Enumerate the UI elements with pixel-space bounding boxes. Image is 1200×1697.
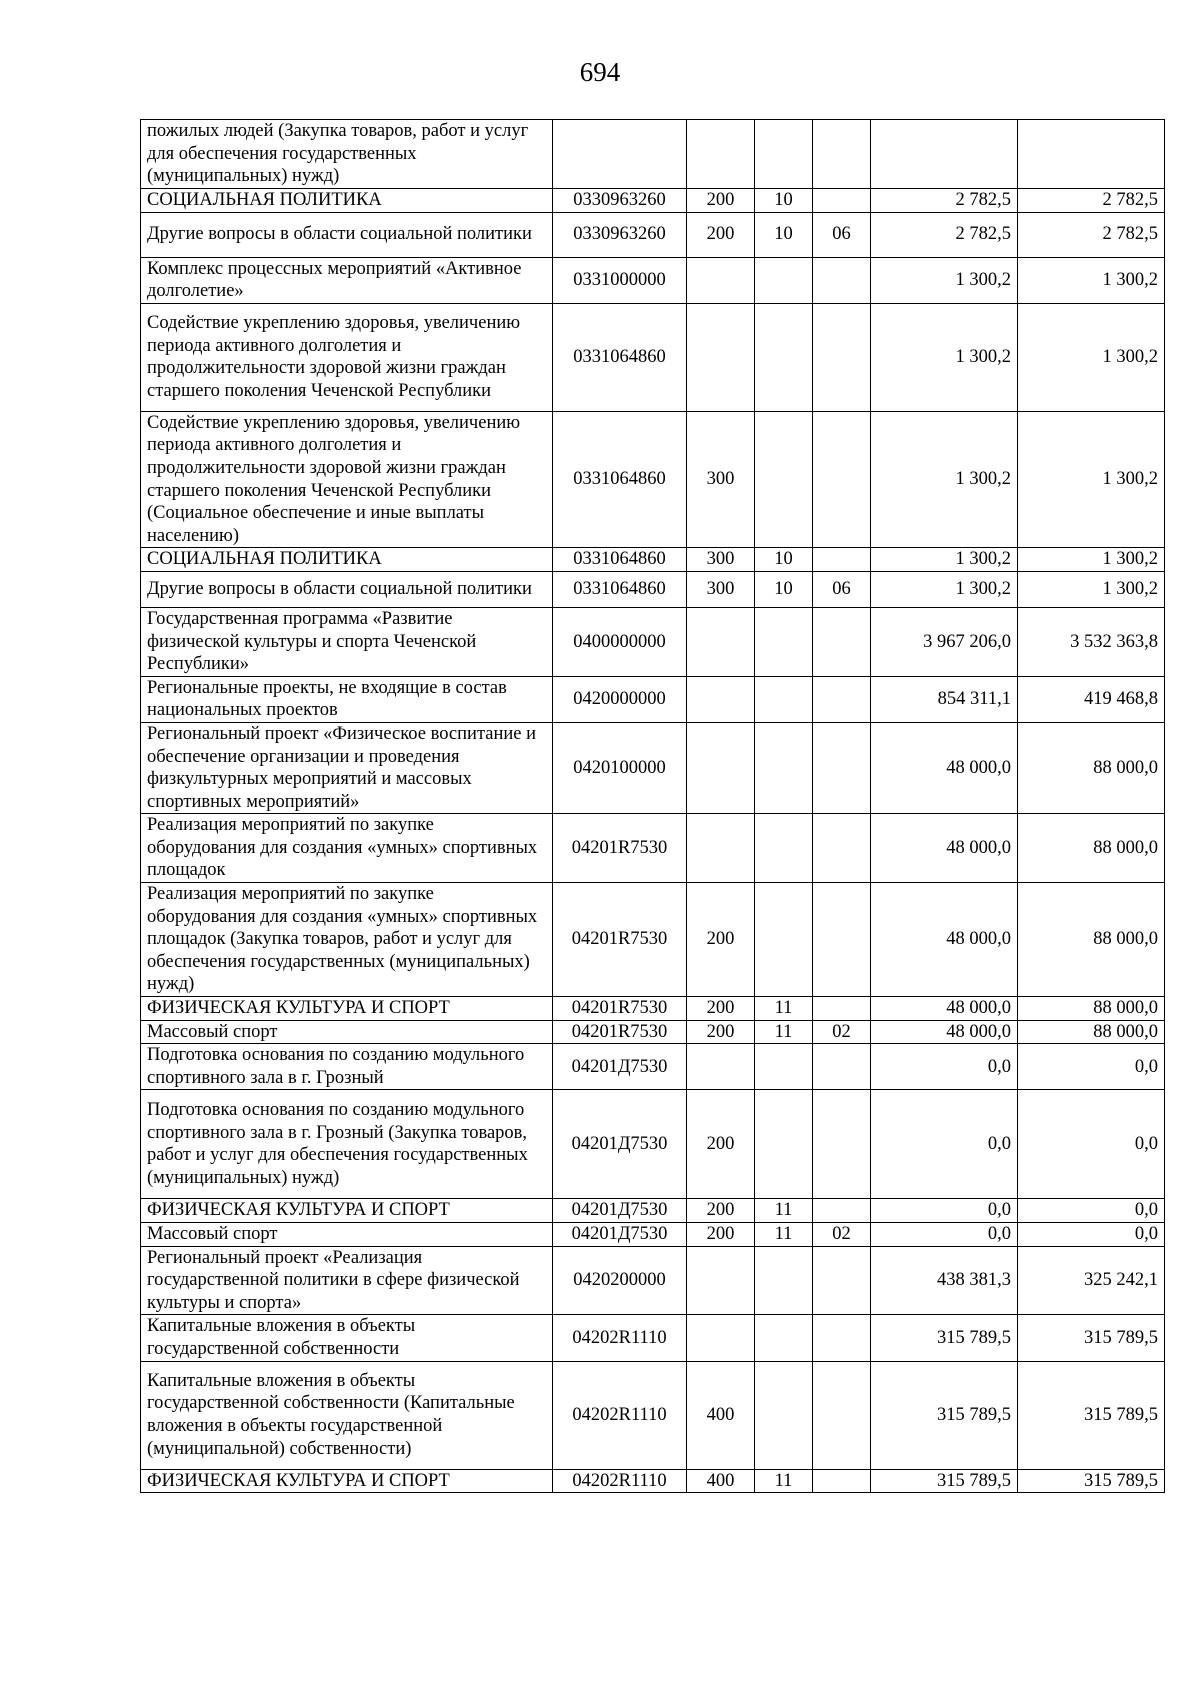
target-code: 0331064860: [553, 548, 687, 572]
amount-year-2: 315 789,5: [1018, 1361, 1165, 1469]
target-code: 0331064860: [553, 571, 687, 607]
subsection: [813, 997, 871, 1021]
amount-year-2: 315 789,5: [1018, 1315, 1165, 1361]
target-code: 04201Д7530: [553, 1199, 687, 1223]
subsection: [813, 676, 871, 722]
amount-year-1: 315 789,5: [871, 1361, 1018, 1469]
row-name: Региональный проект «Реализация государственной политики в сфере физической культуры и спорта»: [141, 1246, 553, 1315]
amount-year-1: 1 300,2: [871, 571, 1018, 607]
amount-year-2: 0,0: [1018, 1223, 1165, 1247]
target-code: 0400000000: [553, 607, 687, 676]
target-code: 04201R7530: [553, 883, 687, 997]
subsection: [813, 607, 871, 676]
expense-type: 200: [687, 1020, 755, 1044]
row-name: Массовый спорт: [141, 1223, 553, 1247]
amount-year-1: [871, 120, 1018, 189]
target-code: 0420000000: [553, 676, 687, 722]
expense-type: [687, 1246, 755, 1315]
row-name: Государственная программа «Развитие физической культуры и спорта Чеченской Республики»: [141, 607, 553, 676]
section: [755, 814, 813, 883]
expense-type: 300: [687, 571, 755, 607]
table-row: [141, 1223, 1165, 1247]
amount-year-1: 48 000,0: [871, 814, 1018, 883]
target-code: 0330963260: [553, 189, 687, 213]
subsection: [813, 1246, 871, 1315]
amount-year-2: [1018, 120, 1165, 189]
table-row: [141, 1246, 1165, 1315]
row-name: Капитальные вложения в объекты государственной собственности (Капитальные вложения в объекты государственной (муниципальной) собственности): [141, 1361, 553, 1469]
subsection: [813, 1469, 871, 1493]
amount-year-2: 1 300,2: [1018, 411, 1165, 548]
row-name: Реализация мероприятий по закупке оборудования для создания «умных» спортивных площадок (Закупка товаров, работ и услуг для обеспечения государственных (муниципальных) нужд): [141, 883, 553, 997]
target-code: 04202R1110: [553, 1469, 687, 1493]
target-code: 0331000000: [553, 257, 687, 303]
amount-year-2: 88 000,0: [1018, 722, 1165, 813]
section: [755, 883, 813, 997]
section: [755, 1315, 813, 1361]
table-row: [141, 257, 1165, 303]
subsection: 02: [813, 1223, 871, 1247]
row-name: Содействие укреплению здоровья, увеличению периода активного долголетия и продолжительности здоровой жизни граждан старшего поколения Чеченской Республики (Социальное обеспечение и иные выплаты населению): [141, 411, 553, 548]
budget-table-body: [141, 120, 1165, 1493]
section: 10: [755, 212, 813, 257]
amount-year-1: 2 782,5: [871, 212, 1018, 257]
amount-year-2: 0,0: [1018, 1199, 1165, 1223]
section: [755, 257, 813, 303]
section: 11: [755, 1223, 813, 1247]
expense-type: 200: [687, 997, 755, 1021]
row-name: Региональный проект «Физическое воспитание и обеспечение организации и проведения физкультурных мероприятий и массовых спортивных мероприятий»: [141, 722, 553, 813]
amount-year-2: 88 000,0: [1018, 883, 1165, 997]
amount-year-1: 0,0: [871, 1223, 1018, 1247]
section: [755, 607, 813, 676]
amount-year-1: 0,0: [871, 1199, 1018, 1223]
row-name: Реализация мероприятий по закупке оборудования для создания «умных» спортивных площадок: [141, 814, 553, 883]
subsection: 02: [813, 1020, 871, 1044]
table-row: [141, 411, 1165, 548]
table-row: [141, 1044, 1165, 1090]
amount-year-2: 2 782,5: [1018, 189, 1165, 213]
amount-year-1: 0,0: [871, 1090, 1018, 1199]
target-code: 0331064860: [553, 411, 687, 548]
section: [755, 1361, 813, 1469]
expense-type: 200: [687, 1090, 755, 1199]
subsection: [813, 814, 871, 883]
section: [755, 722, 813, 813]
table-row: [141, 883, 1165, 997]
expense-type: 300: [687, 548, 755, 572]
row-name: Региональные проекты, не входящие в состав национальных проектов: [141, 676, 553, 722]
table-row: [141, 607, 1165, 676]
subsection: [813, 411, 871, 548]
section: [755, 1044, 813, 1090]
amount-year-1: 1 300,2: [871, 411, 1018, 548]
amount-year-2: 0,0: [1018, 1090, 1165, 1199]
amount-year-1: 0,0: [871, 1044, 1018, 1090]
row-name: Содействие укреплению здоровья, увеличению периода активного долголетия и продолжительности здоровой жизни граждан старшего поколения Чеченской Республики: [141, 303, 553, 411]
table-row: [141, 548, 1165, 572]
row-name: ФИЗИЧЕСКАЯ КУЛЬТУРА И СПОРТ: [141, 1199, 553, 1223]
amount-year-2: 1 300,2: [1018, 303, 1165, 411]
amount-year-2: 3 532 363,8: [1018, 607, 1165, 676]
page-number: 694: [579, 57, 621, 87]
expense-type: [687, 1044, 755, 1090]
section: 11: [755, 1469, 813, 1493]
table-row: [141, 303, 1165, 411]
amount-year-1: 854 311,1: [871, 676, 1018, 722]
section: [755, 1090, 813, 1199]
row-name: пожилых людей (Закупка товаров, работ и услуг для обеспечения государственных (муниципальных) нужд): [141, 120, 553, 189]
subsection: [813, 1044, 871, 1090]
amount-year-2: 88 000,0: [1018, 997, 1165, 1021]
subsection: [813, 257, 871, 303]
amount-year-1: 3 967 206,0: [871, 607, 1018, 676]
row-name: Другие вопросы в области социальной политики: [141, 571, 553, 607]
row-name: СОЦИАЛЬНАЯ ПОЛИТИКА: [141, 548, 553, 572]
budget-table: [140, 119, 1165, 1493]
target-code: 04201Д7530: [553, 1090, 687, 1199]
section: [755, 676, 813, 722]
expense-type: [687, 303, 755, 411]
amount-year-1: 1 300,2: [871, 257, 1018, 303]
target-code: [553, 120, 687, 189]
target-code: 04202R1110: [553, 1361, 687, 1469]
amount-year-1: 438 381,3: [871, 1246, 1018, 1315]
amount-year-1: 2 782,5: [871, 189, 1018, 213]
amount-year-2: 1 300,2: [1018, 571, 1165, 607]
expense-type: 200: [687, 212, 755, 257]
amount-year-1: 48 000,0: [871, 1020, 1018, 1044]
expense-type: [687, 676, 755, 722]
amount-year-1: 48 000,0: [871, 883, 1018, 997]
amount-year-2: 0,0: [1018, 1044, 1165, 1090]
section: 11: [755, 1199, 813, 1223]
section: 10: [755, 548, 813, 572]
table-row: [141, 1090, 1165, 1199]
amount-year-1: 48 000,0: [871, 997, 1018, 1021]
amount-year-2: 1 300,2: [1018, 257, 1165, 303]
target-code: 0330963260: [553, 212, 687, 257]
expense-type: [687, 814, 755, 883]
subsection: [813, 303, 871, 411]
expense-type: [687, 607, 755, 676]
target-code: 04201R7530: [553, 1020, 687, 1044]
subsection: [813, 883, 871, 997]
section: 11: [755, 997, 813, 1021]
table-row: [141, 120, 1165, 189]
table-row: [141, 814, 1165, 883]
target-code: 04201Д7530: [553, 1223, 687, 1247]
subsection: [813, 1315, 871, 1361]
expense-type: 200: [687, 1199, 755, 1223]
subsection: [813, 120, 871, 189]
row-name: ФИЗИЧЕСКАЯ КУЛЬТУРА И СПОРТ: [141, 1469, 553, 1493]
table-row: [141, 189, 1165, 213]
table-row: [141, 1361, 1165, 1469]
table-row: [141, 1315, 1165, 1361]
table-row: [141, 722, 1165, 813]
amount-year-2: 325 242,1: [1018, 1246, 1165, 1315]
target-code: 04201R7530: [553, 997, 687, 1021]
expense-type: 200: [687, 883, 755, 997]
amount-year-2: 315 789,5: [1018, 1469, 1165, 1493]
amount-year-2: 419 468,8: [1018, 676, 1165, 722]
row-name: ФИЗИЧЕСКАЯ КУЛЬТУРА И СПОРТ: [141, 997, 553, 1021]
amount-year-2: 88 000,0: [1018, 814, 1165, 883]
section: [755, 303, 813, 411]
table-row: [141, 1199, 1165, 1223]
expense-type: [687, 1315, 755, 1361]
row-name: Подготовка основания по созданию модульного спортивного зала в г. Грозный (Закупка товаров, работ и услуг для обеспечения государственных (муниципальных) нужд): [141, 1090, 553, 1199]
section: [755, 1246, 813, 1315]
table-row: [141, 1020, 1165, 1044]
section: 11: [755, 1020, 813, 1044]
row-name: Капитальные вложения в объекты государственной собственности: [141, 1315, 553, 1361]
amount-year-1: 315 789,5: [871, 1315, 1018, 1361]
amount-year-1: 315 789,5: [871, 1469, 1018, 1493]
subsection: [813, 189, 871, 213]
row-name: Массовый спорт: [141, 1020, 553, 1044]
row-name: СОЦИАЛЬНАЯ ПОЛИТИКА: [141, 189, 553, 213]
row-name: Другие вопросы в области социальной политики: [141, 212, 553, 257]
amount-year-1: 1 300,2: [871, 303, 1018, 411]
section: 10: [755, 571, 813, 607]
table-row: [141, 571, 1165, 607]
subsection: [813, 1199, 871, 1223]
subsection: [813, 722, 871, 813]
subsection: [813, 1090, 871, 1199]
expense-type: 400: [687, 1361, 755, 1469]
target-code: 0420100000: [553, 722, 687, 813]
table-row: [141, 997, 1165, 1021]
amount-year-2: 88 000,0: [1018, 1020, 1165, 1044]
target-code: 04202R1110: [553, 1315, 687, 1361]
row-name: Комплекс процессных мероприятий «Активное долголетие»: [141, 257, 553, 303]
subsection: [813, 1361, 871, 1469]
amount-year-2: 2 782,5: [1018, 212, 1165, 257]
expense-type: 300: [687, 411, 755, 548]
expense-type: [687, 120, 755, 189]
target-code: 04201R7530: [553, 814, 687, 883]
expense-type: 200: [687, 1223, 755, 1247]
table-row: [141, 676, 1165, 722]
section: [755, 120, 813, 189]
target-code: 0420200000: [553, 1246, 687, 1315]
amount-year-1: 48 000,0: [871, 722, 1018, 813]
expense-type: [687, 257, 755, 303]
subsection: 06: [813, 571, 871, 607]
expense-type: [687, 722, 755, 813]
subsection: [813, 548, 871, 572]
expense-type: 400: [687, 1469, 755, 1493]
target-code: 04201Д7530: [553, 1044, 687, 1090]
target-code: 0331064860: [553, 303, 687, 411]
subsection: 06: [813, 212, 871, 257]
table-row: [141, 1469, 1165, 1493]
table-row: [141, 212, 1165, 257]
row-name: Подготовка основания по созданию модульного спортивного зала в г. Грозный: [141, 1044, 553, 1090]
section: [755, 411, 813, 548]
amount-year-2: 1 300,2: [1018, 548, 1165, 572]
amount-year-1: 1 300,2: [871, 548, 1018, 572]
expense-type: 200: [687, 189, 755, 213]
section: 10: [755, 189, 813, 213]
